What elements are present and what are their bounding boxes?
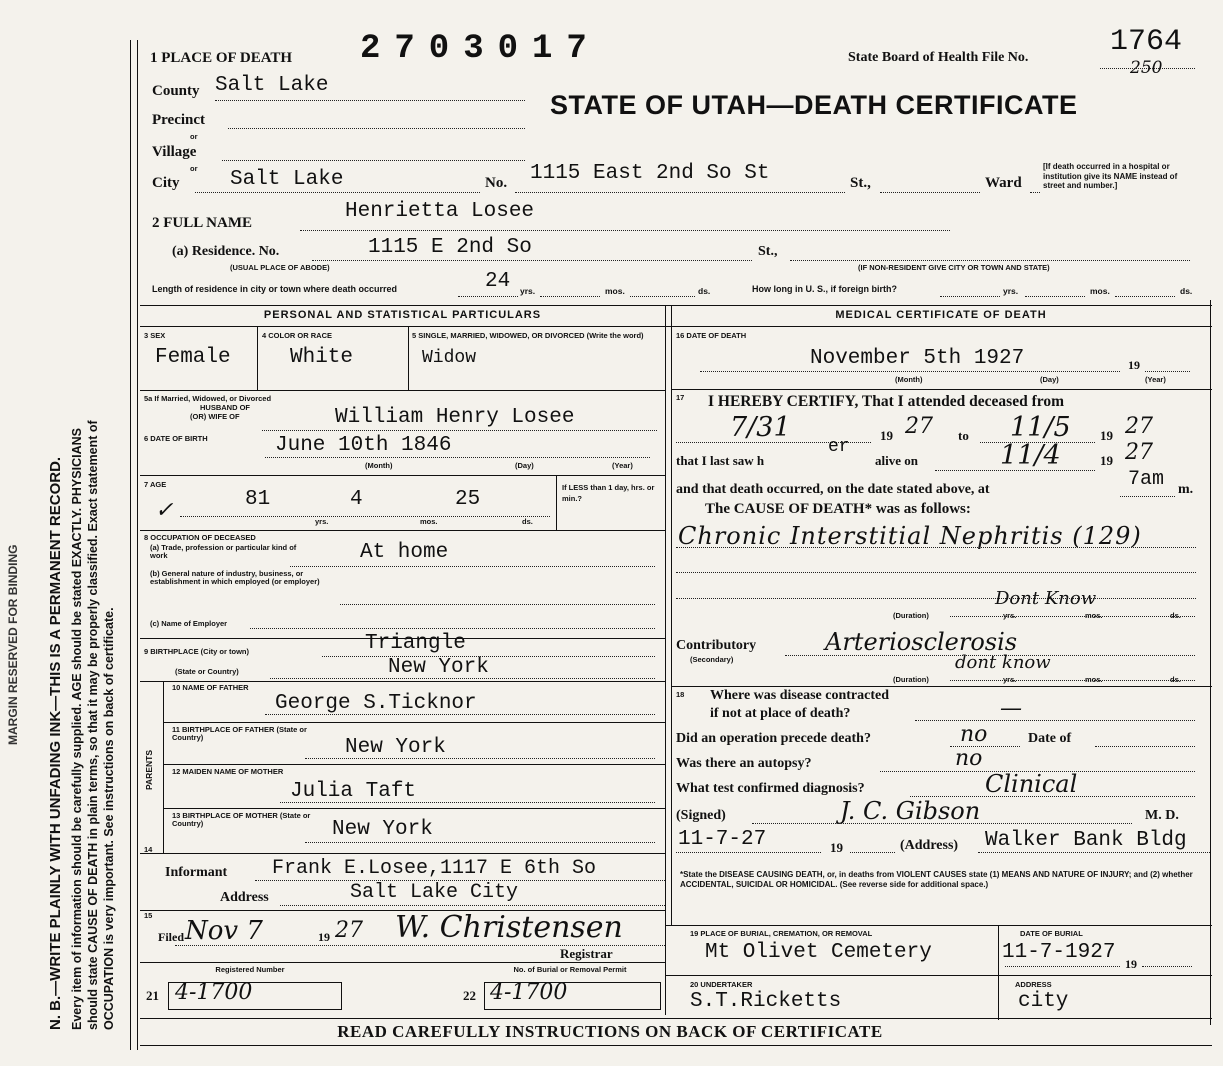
filed-year: 27 [335,918,363,943]
county-value: Salt Lake [215,74,329,97]
medical-section-title: MEDICAL CERTIFICATE OF DEATH [835,309,1047,321]
signed-date: 11-7-27 [678,828,767,851]
test-value: Clinical [985,770,1078,798]
last-saw-date: 11/4 [1000,440,1061,471]
operation-value: no [960,722,988,747]
date-of-death-value: November 5th 1927 [810,347,1025,370]
filed-label: Filed [158,930,184,944]
file-number-label: State Board of Health File No. [848,50,1029,65]
birthplace-state: New York [388,656,489,679]
marital-label: 5 SINGLE, MARRIED, WIDOWED, OR DIVORCED (Write the word) [412,331,644,340]
ward-label: Ward [985,175,1022,191]
operation-label: Did an operation precede death? [676,731,871,746]
color-value: White [290,346,354,369]
informant-address-label: Address [220,890,269,905]
undertaker-name: S.T.Ricketts [690,990,842,1013]
spouse-value: William Henry Losee [335,406,575,429]
autopsy-value: no [955,746,983,771]
physician-signature: J. C. Gibson [840,797,981,825]
street-no-label: No. [485,175,508,191]
street-value: 1115 East 2nd So St [530,162,770,185]
test-label: What test confirmed diagnosis? [676,781,865,796]
place-of-death-label: 1 PLACE OF DEATH [150,50,293,66]
last-saw-year: 27 [1125,440,1153,465]
burial-permit-number: 4-1700 [490,980,568,1005]
less-than-day-label: If LESS than 1 day, hrs. or min.? [562,483,655,503]
instructions-line-3: OCCUPATION is very important. See instructions on back of certificate. [102,607,116,1030]
date-of-birth-value: June 10th 1846 [275,434,452,457]
burial-date: 11-7-1927 [1002,941,1116,964]
attended-to: 11/5 [1010,412,1071,443]
attended-from-year: 27 [905,414,933,439]
length-of-residence-label: Length of residence in city or town where death occurred [152,284,398,294]
registered-number-label: Registered Number [215,965,285,974]
footer-instructions: READ CAREFULLY INSTRUCTIONS ON BACK OF CERTIFICATE [337,1022,883,1041]
contributory-duration: dont know [955,652,1051,673]
physician-address: Walker Bank Bldg [985,829,1187,852]
village-label: Village [152,144,197,160]
informant-address: Salt Lake City [350,881,519,904]
birthplace-city: Triangle [365,632,466,655]
sex-value: Female [155,346,231,369]
age-months: 4 [350,488,363,511]
instructions-line-1: Every item of information should be carefully supplied. AGE should be stated EXACTLY. PHYSICIANS [70,428,84,1030]
occupation-value: At home [360,541,449,564]
full-name-label: 2 FULL NAME [152,215,253,231]
last-saw-pronoun: er [828,437,850,457]
full-name-value: Henrietta Losee [345,200,535,223]
filed-date: Nov 7 [185,916,263,946]
attended-to-year: 27 [1125,414,1153,439]
permanent-record-note: N. B.—WRITE PLAINLY WITH UNFADING INK—THIS IS A PERMANENT RECORD. [47,456,64,1030]
personal-section-title: PERSONAL AND STATISTICAL PARTICULARS [263,309,542,321]
cause-footnote: *State the DISEASE CAUSING DEATH, or, in deaths from VIOLENT CAUSES state (1) MEANS AND NATURE OF INJURY; and (2) whether ACCIDENTAL, SUICIDAL OR HOMICIDAL. (See reverse side for additional space.) [680,870,1193,889]
certificate-title: STATE OF UTAH—DEATH CERTIFICATE [550,90,1078,120]
contributory-cause: Arteriosclerosis [825,628,1018,656]
city-value: Salt Lake [230,168,344,191]
residence-label: (a) Residence. No. [172,244,280,259]
instructions-line-2: should state CAUSE OF DEATH in plain terms, so that it may be properly classified. Exact statement of [86,420,100,1030]
disease-contracted: — [1000,696,1022,721]
precinct-label: Precinct [152,112,206,128]
registrar-label: Registrar [560,946,613,961]
certify-text: I HEREBY CERTIFY, That I attended deceased from [708,393,1064,410]
registered-number: 4-1700 [175,980,253,1005]
age-check: ✓ [155,498,174,523]
informant-value: Frank E.Losee,1117 E 6th So [272,857,597,880]
time-of-death: 7am [1128,468,1165,491]
physician-address-label: (Address) [900,838,959,853]
burial-place: Mt Olivet Cemetery [705,941,932,964]
undertaker-address: city [1018,990,1069,1013]
parents-label: PARENTS [144,750,154,790]
residence-value: 1115 E 2nd So [368,236,532,259]
attended-from: 7/31 [730,412,791,443]
city-label: City [152,175,180,191]
certificate-number: 2703017 [360,30,601,68]
mother-birthplace: New York [332,818,433,841]
father-name: George S.Ticknor [275,692,477,715]
hospital-note: [If death occurred in a hospital or institution give its NAME instead of street and number.] [1043,162,1178,190]
cause-of-death-value: Chronic Interstitial Nephritis (129) [678,522,1142,550]
mother-name: Julia Taft [290,780,417,803]
margin-binding-text: MARGIN RESERVED FOR BINDING [6,544,20,745]
cause-duration: Dont Know [995,588,1097,609]
county-label: County [152,83,200,99]
registrar-signature: W. Christensen [395,910,623,945]
length-of-residence-value: 24 [485,270,511,293]
marital-value: Widow [422,348,477,368]
signed-label: (Signed) [676,808,726,823]
file-number: 1764 [1110,25,1183,59]
age-years: 81 [245,488,271,511]
cause-of-death-label: The CAUSE OF DEATH* was as follows: [705,501,971,517]
contributory-label: Contributory [676,638,757,653]
age-days: 25 [455,488,481,511]
informant-label: Informant [165,865,228,880]
father-birthplace: New York [345,736,446,759]
autopsy-label: Was there an autopsy? [676,756,812,771]
burial-permit-label: No. of Burial or Removal Permit [513,965,627,974]
file-number-sub: 250 [1130,58,1163,78]
